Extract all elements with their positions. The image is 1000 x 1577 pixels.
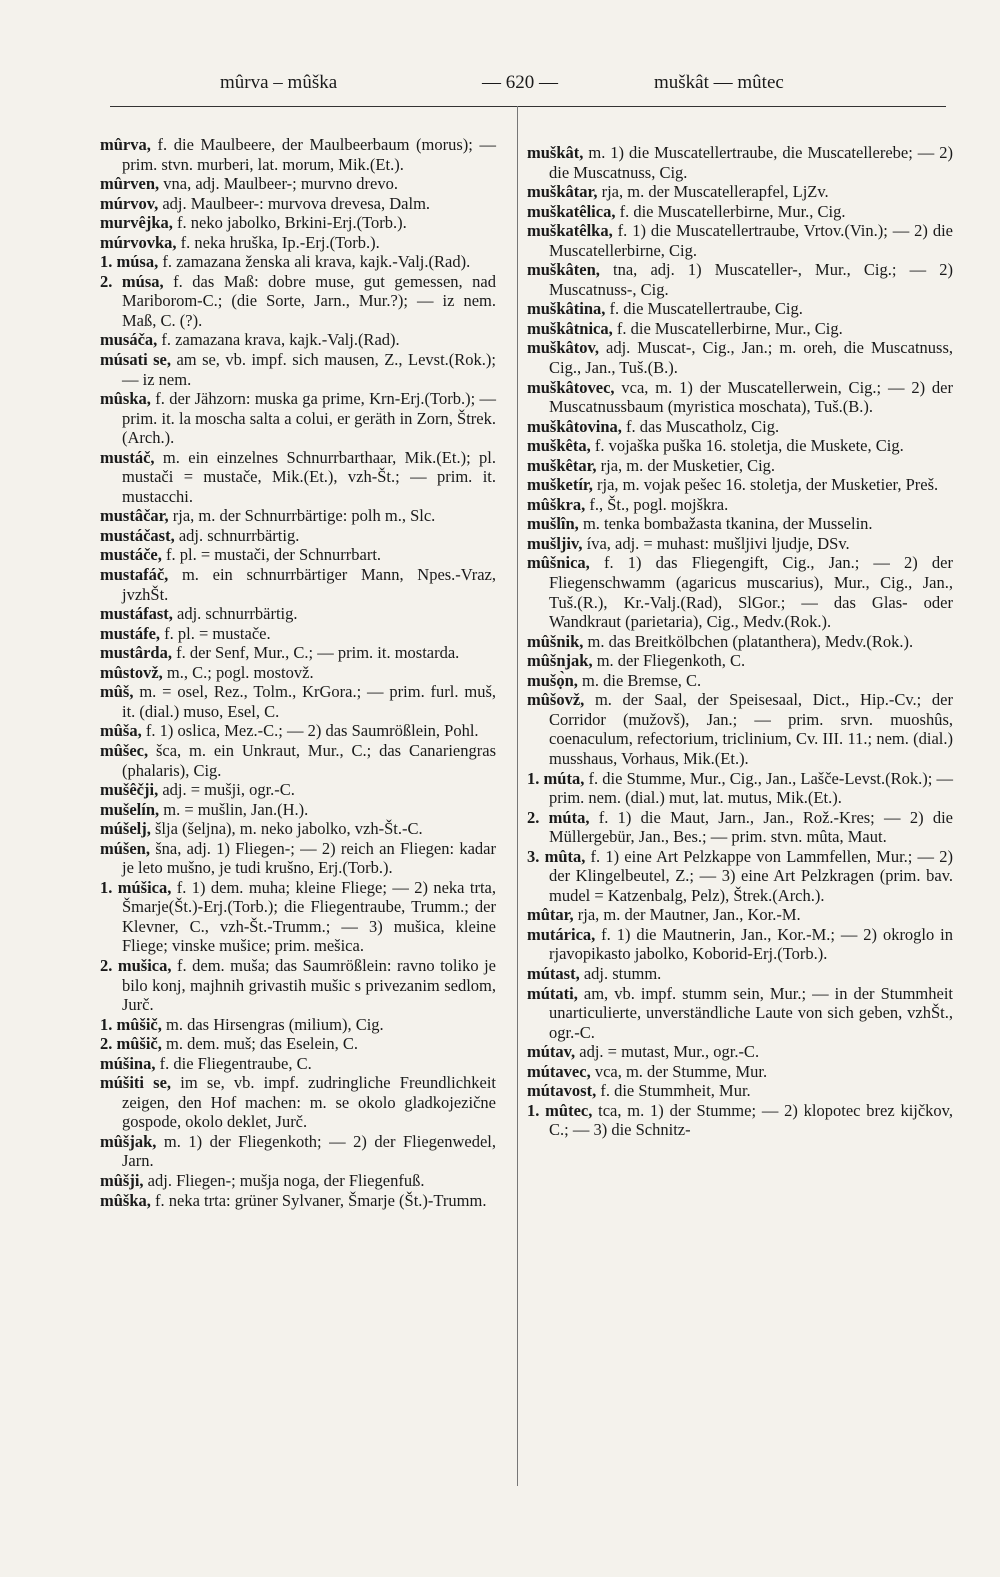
dictionary-entry bbox=[527, 456, 953, 476]
entry-definition: m. tenka bombažasta tkanina, der Musselin. bbox=[578, 514, 873, 534]
entry-headword: mustârda, bbox=[100, 643, 172, 663]
dictionary-entry bbox=[100, 1034, 496, 1054]
entry-headword: 2. mûšič, bbox=[100, 1034, 162, 1054]
entry-headword: murvêjka, bbox=[100, 213, 173, 233]
entry-headword: muškatêlica, bbox=[527, 201, 616, 221]
entry-headword: mûšnik, bbox=[527, 631, 584, 651]
entry-definition: f. die Muscatellerbirne, Mur., Cig. bbox=[615, 201, 846, 221]
entry-definition: adj. Fliegen-; mušja noga, der Fliegenfuß. bbox=[143, 1170, 425, 1190]
entry-headword: múrvovka, bbox=[100, 232, 177, 252]
entry-definition: íva, adj. = muhast: mušljivi ljudje, DSv. bbox=[582, 533, 850, 553]
entry-headword: mútav, bbox=[527, 1042, 576, 1062]
dictionary-entry bbox=[100, 330, 496, 350]
entry-headword: múrvov, bbox=[100, 193, 159, 213]
entry-headword: mûša, bbox=[100, 721, 142, 741]
right-column bbox=[527, 143, 953, 1140]
entry-definition: tca, m. 1) der Stumme; — 2) klopotec brez kijčkov, C.; — 3) die Schnitz- bbox=[549, 1100, 953, 1140]
entry-headword: músati se, bbox=[100, 350, 171, 370]
entry-headword: mustáče, bbox=[100, 545, 162, 565]
dictionary-entry bbox=[100, 1171, 496, 1191]
dictionary-entry bbox=[527, 495, 953, 515]
dictionary-entry bbox=[527, 143, 953, 182]
dictionary-entry bbox=[100, 1073, 496, 1132]
entry-headword: muškêtar, bbox=[527, 455, 597, 475]
dictionary-entry bbox=[527, 436, 953, 456]
entry-headword: mûšnjak, bbox=[527, 651, 593, 671]
entry-headword: 1. músa, bbox=[100, 252, 159, 272]
entry-definition: rja, m. vojak pešec 16. stoletja, der Musketier, Preš. bbox=[592, 475, 939, 495]
dictionary-entry bbox=[527, 338, 953, 377]
dictionary-entry bbox=[527, 260, 953, 299]
entry-headword: 1. múšica, bbox=[100, 877, 172, 897]
entry-headword: muškatêlka, bbox=[527, 221, 613, 241]
entry-definition: f. dem. muša; das Saumrößlein: ravno toliko je bilo konj, majhnih grivastih mušic s privezanim sedlom, Jurč. bbox=[122, 955, 497, 1015]
entry-headword: mûrva, bbox=[100, 135, 151, 154]
dictionary-entry bbox=[527, 475, 953, 495]
dictionary-entry bbox=[527, 534, 953, 554]
entry-definition: f. vojaška puška 16. stoletja, die Muskete, Cig. bbox=[590, 436, 904, 456]
entry-headword: mušelín, bbox=[100, 799, 160, 819]
dictionary-entry bbox=[100, 545, 496, 565]
header-right-guide-words: muškât — mûtec bbox=[654, 72, 784, 93]
entry-definition: šlja (šeljna), m. neko jabolko, vzh-Št.-C. bbox=[150, 819, 423, 839]
dictionary-entry bbox=[100, 252, 496, 272]
entry-headword: mûšnica, bbox=[527, 553, 590, 573]
dictionary-entry bbox=[100, 780, 496, 800]
entry-headword: 3. mûta, bbox=[527, 846, 586, 866]
dictionary-entry bbox=[100, 1015, 496, 1035]
dictionary-entry bbox=[527, 964, 953, 984]
dictionary-entry bbox=[100, 350, 496, 389]
entry-headword: 2. mušica, bbox=[100, 955, 172, 975]
entry-definition: vna, adj. Maulbeer-; murvno drevo. bbox=[159, 174, 398, 194]
entry-definition: m. der Fliegenkoth, C. bbox=[592, 651, 746, 671]
dictionary-entry bbox=[527, 378, 953, 417]
entry-definition: im se, vb. impf. zudringliche Freundlichkeit zeigen, den Hof machen: m. se okolo gladkojezične gospode, okolo deklet, Jurč. bbox=[122, 1073, 497, 1132]
entry-definition: rja, m. der Musketier, Cig. bbox=[596, 455, 776, 475]
dictionary-entry bbox=[100, 721, 496, 741]
entry-headword: mušêčji, bbox=[100, 780, 159, 800]
entry-definition: vca, m. 1) der Muscatellerwein, Cig.; — 2) der Muscatnussbaum (myristica moschata), Tuš.(B.). bbox=[549, 377, 953, 417]
entry-definition: m. 1) die Muscatellertraube, die Muscatellerebe; — 2) die Muscatnuss, Cig. bbox=[549, 143, 953, 182]
entry-definition: adj. Maulbeer-: murvova drevesa, Dalm. bbox=[158, 193, 431, 213]
entry-definition: tna, adj. 1) Muscateller-, Mur., Cig.; — 2) Muscatnuss-, Cig. bbox=[549, 260, 953, 299]
entry-definition: m. ein einzelnes Schnurrbarthaar, Mik.(Et.); pl. mustači = mustače, Mik.(Et.), vzh-Št.; — prim. it. mustacchi. bbox=[122, 447, 496, 506]
entry-definition: m. der Saal, der Speisesaal, Dict., Hip.-Cv.; der Corridor (mužovš), Jan.; — prim. srvn. muoshûs, coenaculum, refectorium, triclinium, Cv. III. 11.; nem. (dial.) musshaus, Vorhaus, Mik.(Et.). bbox=[549, 690, 953, 768]
page-header bbox=[108, 66, 948, 106]
entry-headword: muškâtovec, bbox=[527, 377, 615, 397]
dictionary-entry bbox=[100, 174, 496, 194]
dictionary-entry bbox=[527, 221, 953, 260]
dictionary-entry bbox=[100, 878, 496, 956]
entry-definition: f. das Muscatholz, Cig. bbox=[621, 416, 780, 436]
header-left-guide-words: mûrva – mûška bbox=[220, 72, 338, 93]
entry-definition: f. das Maß: dobre muse, gut gemessen, nad Mariborom-C.; (die Sorte, Jarn., Mur.?); — iz nem. Maß, C. (?). bbox=[122, 271, 496, 330]
entry-definition: f. die Fliegentraube, C. bbox=[155, 1053, 312, 1073]
entry-definition: am, vb. impf. stumm sein, Mur.; — in der Stummheit unarticulierte, unverständliche Laute von sich geben, vzhŠt., ogr.-C. bbox=[549, 983, 953, 1042]
entry-definition: f. 1) oslica, Mez.-C.; — 2) das Saumrößlein, Pohl. bbox=[141, 721, 479, 741]
entry-headword: muškât, bbox=[527, 143, 584, 162]
header-rule bbox=[110, 106, 946, 107]
entry-definition: f. 1) eine Art Pelzkappe von Lammfellen, Mur.; — 2) der Klingelbeutel, Z.; — 3) eine Art Pelzkragen (prim. bav. mudel = Katzenbalg, Pelz), Štrek.(Arch.). bbox=[549, 846, 953, 905]
dictionary-entry bbox=[100, 272, 496, 331]
entry-headword: 1. mûtec, bbox=[527, 1100, 593, 1120]
dictionary-entry bbox=[527, 1081, 953, 1101]
dictionary-entry bbox=[527, 808, 953, 847]
entry-definition: f., Št., pogl. mojškra. bbox=[585, 494, 729, 514]
entry-headword: mûšec, bbox=[100, 740, 149, 760]
entry-definition: adj. Muscat-, Cig., Jan.; m. oreh, die Muscatnuss, Cig., Jan., Tuš.(B.). bbox=[549, 338, 953, 378]
entry-headword: muškâtnica, bbox=[527, 318, 613, 338]
entry-headword: mútavost, bbox=[527, 1081, 597, 1101]
entry-headword: mûškra, bbox=[527, 494, 586, 514]
entry-definition: adj. = mušji, ogr.-C. bbox=[158, 780, 295, 800]
entry-definition: m. das Breitkölbchen (platanthera), Medv.(Rok.). bbox=[583, 631, 914, 651]
dictionary-entry bbox=[527, 1062, 953, 1082]
entry-headword: mustáfe, bbox=[100, 623, 161, 643]
entry-definition: adj. stumm. bbox=[579, 963, 662, 983]
entry-definition: vca, m. der Stumme, Mur. bbox=[590, 1061, 768, 1081]
entry-headword: mutárica, bbox=[527, 924, 596, 944]
dictionary-entry bbox=[100, 213, 496, 233]
entry-definition: f. 1) das Fliegengift, Cig., Jan.; — 2) der Fliegenschwamm (agaricus muscarius), Mur., Cig., Jan., Tuš.(R.), Kr.-Valj.(Rad), SlGor.; — das Glas- oder Wandkraut (parietaria), Cig., Medv.(Rok.). bbox=[549, 553, 953, 632]
column-divider bbox=[517, 106, 518, 1486]
dictionary-entry bbox=[100, 663, 496, 683]
dictionary-entry bbox=[527, 319, 953, 339]
entry-definition: f. 1) dem. muha; kleine Fliege; — 2) neka trta, Šmarje(Št.)-Erj.(Torb.); die Fliegentraube, Trumm.; der Klevner, C., vzh-Št.-Trumm.; — 3) mušica, kleine Fliege; vinske mušice; prim. mešica. bbox=[122, 877, 496, 956]
entry-headword: muškâtov, bbox=[527, 338, 599, 358]
entry-headword: múšelj, bbox=[100, 819, 151, 839]
entry-definition: f. pl. = mustače. bbox=[160, 623, 271, 643]
entry-definition: šca, m. ein Unkraut, Mur., C.; das Canariengras (phalaris), Cig. bbox=[122, 740, 496, 780]
entry-definition: m. das Hirsengras (milium), Cig. bbox=[161, 1014, 384, 1034]
entry-headword: 2. múta, bbox=[527, 807, 590, 827]
entry-headword: mustáfast, bbox=[100, 604, 173, 624]
entry-headword: mûšjak, bbox=[100, 1131, 157, 1151]
entry-headword: muškâtovina, bbox=[527, 416, 622, 436]
dictionary-entry bbox=[527, 182, 953, 202]
entry-definition: f. zamazana krava, kajk.-Valj.(Rad). bbox=[157, 330, 400, 350]
entry-headword: mûtar, bbox=[527, 905, 574, 925]
dictionary-entry bbox=[100, 1191, 496, 1211]
entry-definition: m. dem. muš; das Eselein, C. bbox=[161, 1034, 359, 1054]
dictionary-entry bbox=[527, 905, 953, 925]
entry-headword: múšina, bbox=[100, 1053, 156, 1073]
entry-headword: muškâtina, bbox=[527, 299, 606, 319]
dictionary-entry bbox=[527, 847, 953, 906]
entry-headword: mûska, bbox=[100, 389, 151, 409]
entry-headword: mušlîn, bbox=[527, 514, 579, 534]
dictionary-entry bbox=[100, 194, 496, 214]
entry-definition: f. 1) die Muscatellertraube, Vrtov.(Vin.); — 2) die Muscatellerbirne, Cig. bbox=[549, 221, 953, 260]
entry-headword: mútast, bbox=[527, 963, 580, 983]
entry-headword: mûšovž, bbox=[527, 690, 585, 710]
entry-definition: f. neko jabolko, Brkini-Erj.(Torb.). bbox=[172, 213, 407, 233]
dictionary-entry bbox=[100, 682, 496, 721]
entry-definition: f. 1) die Maut, Jarn., Jan., Rož.-Kres; — 2) die Müllergebür, Jan., Bes.; — prim. stvn. mûta, Maut. bbox=[549, 807, 953, 847]
dictionary-entry bbox=[100, 233, 496, 253]
entry-definition: m., C.; pogl. mostovž. bbox=[162, 662, 314, 682]
entry-headword: mûška, bbox=[100, 1190, 151, 1210]
entry-definition: m. = osel, Rez., Tolm., KrGora.; — prim. furl. muš, it. (dial.) muso, Esel, C. bbox=[122, 682, 496, 721]
dictionary-entry bbox=[527, 1042, 953, 1062]
dictionary-entry bbox=[100, 643, 496, 663]
entry-definition: m. 1) der Fliegenkoth; — 2) der Fliegenwedel, Jarn. bbox=[122, 1131, 496, 1171]
dictionary-entry bbox=[100, 506, 496, 526]
entry-definition: adj. schnurrbärtig. bbox=[174, 525, 300, 545]
dictionary-entry bbox=[527, 690, 953, 768]
entry-headword: 2. músa, bbox=[100, 271, 164, 291]
page-number: — 620 — bbox=[482, 72, 558, 93]
entry-headword: mustáčast, bbox=[100, 525, 175, 545]
entry-headword: mûrven, bbox=[100, 174, 160, 194]
entry-definition: f. 1) die Mautnerin, Jan., Kor.-M.; — 2) okroglo in rjavopikasto jabolko, Koborid-Erj.(Torb.). bbox=[549, 924, 953, 964]
dictionary-entry bbox=[527, 417, 953, 437]
entry-definition: šna, adj. 1) Fliegen-; — 2) reich an Fliegen: kadar je leto mušno, je tudi krušno, Erj.(Torb.). bbox=[122, 838, 496, 878]
dictionary-entry bbox=[100, 1132, 496, 1171]
entry-definition: m. ein schnurrbärtiger Mann, Npes.-Vraz, jvzhŠt. bbox=[122, 565, 496, 604]
entry-definition: adj. schnurrbärtig. bbox=[172, 604, 298, 624]
dictionary-entry bbox=[100, 604, 496, 624]
entry-definition: f. die Stummheit, Mur. bbox=[596, 1081, 751, 1101]
entry-definition: f. der Jähzorn: muska ga prime, Krn-Erj.(Torb.); — prim. it. la moscha salta a colui, er geräth in Zorn, Štrek.(Arch.). bbox=[122, 389, 496, 448]
entry-headword: mûstovž, bbox=[100, 662, 163, 682]
dictionary-entry bbox=[100, 741, 496, 780]
entry-headword: musáča, bbox=[100, 330, 158, 350]
entry-definition: f. zamazana ženska ali krava, kajk.-Valj.(Rad). bbox=[158, 252, 471, 272]
dictionary-entry bbox=[527, 514, 953, 534]
entry-headword: mútavec, bbox=[527, 1061, 591, 1081]
dictionary-entry bbox=[527, 769, 953, 808]
dictionary-entry bbox=[100, 800, 496, 820]
dictionary-entry bbox=[527, 984, 953, 1043]
dictionary-entry bbox=[100, 839, 496, 878]
entry-headword: mušljiv, bbox=[527, 533, 583, 553]
dictionary-entry bbox=[527, 553, 953, 631]
dictionary-entry bbox=[100, 565, 496, 604]
entry-headword: muškâtar, bbox=[527, 182, 598, 202]
entry-headword: mustafáč, bbox=[100, 565, 169, 585]
entry-headword: 1. múta, bbox=[527, 768, 585, 788]
dictionary-entry bbox=[527, 925, 953, 964]
entry-headword: mútati, bbox=[527, 983, 578, 1003]
entry-headword: 1. mûšič, bbox=[100, 1014, 162, 1034]
dictionary-entry bbox=[527, 1101, 953, 1140]
entry-headword: mušọ̀n, bbox=[527, 670, 578, 690]
entry-definition: f. pl. = mustači, der Schnurrbart. bbox=[161, 545, 382, 565]
dictionary-entry bbox=[100, 389, 496, 448]
entry-headword: mustâčar, bbox=[100, 506, 169, 526]
entry-definition: adj. = mutast, Mur., ogr.-C. bbox=[575, 1042, 760, 1062]
dictionary-entry bbox=[100, 526, 496, 546]
entry-definition: f. die Maulbeere, der Maulbeerbaum (morus); — prim. stvn. murberi, lat. morum, Mik.(Et.). bbox=[122, 135, 496, 174]
entry-headword: múšen, bbox=[100, 838, 150, 858]
dictionary-entry bbox=[527, 632, 953, 652]
entry-definition: rja, m. der Schnurrbärtige: polh m., Slc. bbox=[168, 506, 436, 526]
dictionary-entry bbox=[100, 448, 496, 507]
entry-headword: mûš, bbox=[100, 682, 134, 702]
entry-definition: rja, m. der Mautner, Jan., Kor.-M. bbox=[573, 905, 801, 925]
entry-headword: mûšji, bbox=[100, 1170, 144, 1190]
left-column bbox=[100, 135, 496, 1210]
entry-definition: f. die Stumme, Mur., Cig., Jan., Lašče-Levst.(Rok.); — prim. nem. (dial.) mut, lat. mutus, Mik.(Et.). bbox=[549, 768, 953, 808]
entry-headword: muškâten, bbox=[527, 260, 600, 280]
entry-definition: f. der Senf, Mur., C.; — prim. it. mostarda. bbox=[171, 643, 460, 663]
dictionary-entry bbox=[100, 135, 496, 174]
dictionary-entry bbox=[100, 956, 496, 1015]
entry-headword: mušketír, bbox=[527, 475, 593, 495]
entry-definition: m. = mušlin, Jan.(H.). bbox=[159, 799, 309, 819]
dictionary-entry bbox=[100, 624, 496, 644]
dictionary-entry bbox=[527, 671, 953, 691]
dictionary-entry bbox=[527, 299, 953, 319]
dictionary-entry bbox=[527, 651, 953, 671]
entry-headword: muškêta, bbox=[527, 436, 591, 456]
dictionary-entry bbox=[100, 819, 496, 839]
entry-definition: am se, vb. impf. sich mausen, Z., Levst.(Rok.); — iz nem. bbox=[122, 350, 496, 389]
entry-definition: f. die Muscatellerbirne, Mur., Cig. bbox=[612, 318, 843, 338]
entry-definition: rja, m. der Muscatellerapfel, LjZv. bbox=[597, 182, 829, 202]
entry-definition: f. neka trta: grüner Sylvaner, Šmarje (Št.)-Trumm. bbox=[150, 1190, 487, 1210]
dictionary-entry bbox=[100, 1054, 496, 1074]
entry-definition: f. die Muscatellertraube, Cig. bbox=[605, 299, 803, 319]
entry-definition: f. neka hruška, Ip.-Erj.(Torb.). bbox=[176, 232, 380, 252]
entry-headword: múšiti se, bbox=[100, 1073, 172, 1093]
dictionary-entry bbox=[527, 202, 953, 222]
entry-definition: m. die Bremse, C. bbox=[577, 670, 702, 690]
entry-headword: mustáč, bbox=[100, 447, 155, 467]
